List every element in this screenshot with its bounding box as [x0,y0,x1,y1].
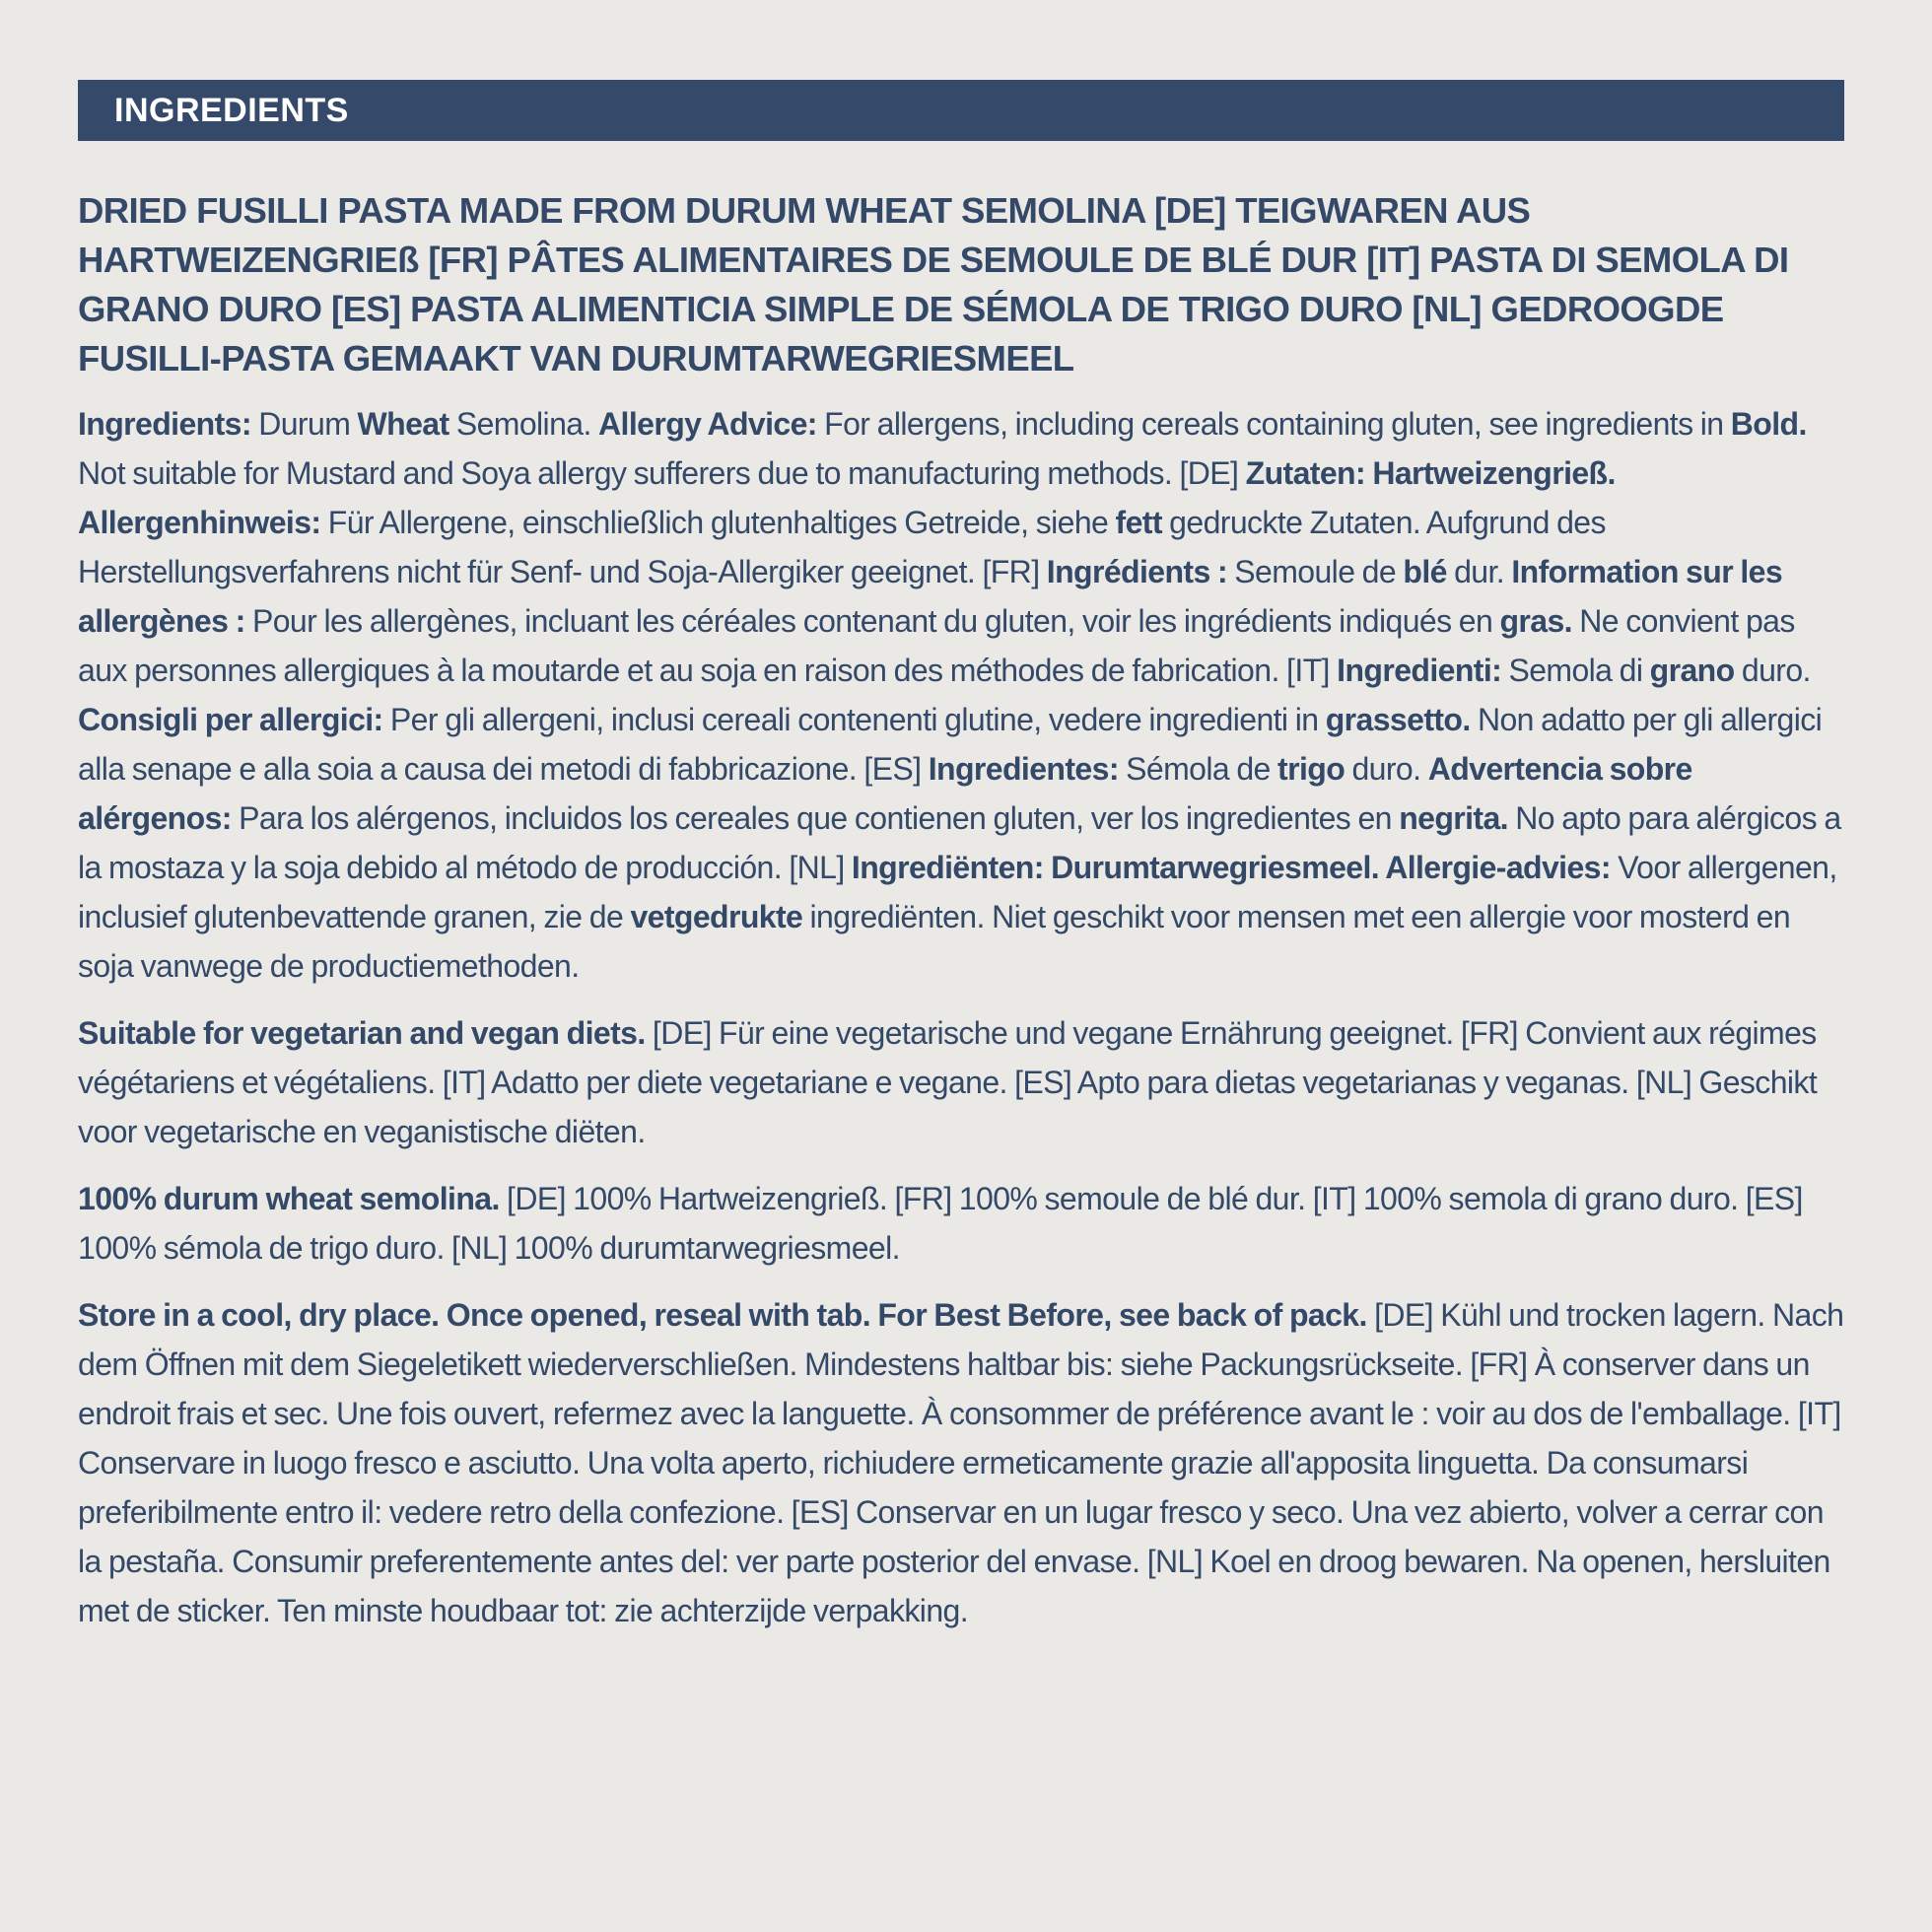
vegetarian-paragraph [78,1008,1844,1156]
nl-ingredienten-label: Ingrediënten: Durumtarwegriesmeel. Allergie-advies: [851,850,1611,885]
en-semolina-text: Semolina. [448,406,599,442]
ingredients-paragraph [78,399,1844,991]
ingredients-header-title: INGREDIENTS [114,91,349,129]
es-text-4: No apto para alérgicos a la mostaza y la soja debido al método de producción. [NL] [78,800,1841,885]
storage-text: [DE] Kühl und trocken lagern. Nach dem Öffnen mit dem Siegeletikett wiederverschließen. Mindestens haltbar bis: siehe Packungsrückseite. [FR] À conserver dans un endroit frais et sec. Une fois ouvert, refermez avec la languette. À consommer de préférence avant le : voir au dos de l'emballage. [IT] Conservare in luogo fresco e asciutto. Una volta aperto, richiudere ermeticamente grazie all'apposita linguetta. Da consumarsi preferibilmente entro il: vedere retro della confezione. [ES] Conservar en un lugar fresco y seco. Una vez abierto, volver a cerrar con la pestaña. Consumir preferentemente antes del: ver parte posterior del envase. [NL] Koel en droog bewaren. Na openen, hersluiten met de sticker. Ten minste houdbaar tot: zie achterzijde verpakking. [78,1297,1844,1628]
it-grassetto-word: grassetto. [1325,702,1471,737]
es-trigo-allergen: trigo [1277,751,1346,787]
vegetarian-bold: Suitable for vegetarian and vegan diets. [78,1015,646,1051]
en-not-suitable-text: Not suitable for Mustard and Soya allergy sufferers due to manufacturing methods. [DE] [78,455,1246,491]
en-wheat-allergen: Wheat [357,406,449,442]
it-ingredienti-label: Ingredienti: [1337,653,1502,688]
fr-ingredients-label: Ingrédients : [1046,554,1227,589]
it-text-1: Semola di [1501,653,1650,688]
en-allergy-label: Allergy Advice: [598,406,817,442]
it-consigli-label: Consigli per allergici: [78,702,383,737]
es-text-3: Para los alérgenos, incluidos los cereales que contienen gluten, ver los ingredientes en [231,800,1400,836]
en-allergy-text: For allergens, including cereals containing gluten, see ingredients in [816,406,1731,442]
es-advertencia-label: Advertencia sobre alérgenos: [78,751,1692,836]
storage-bold: Store in a cool, dry place. Once opened, reseal with tab. For Best Before, see back of pack. [78,1297,1367,1333]
en-ingredients-label: Ingredients: [78,406,251,442]
fr-ble-allergen: blé [1403,554,1447,589]
it-text-3: Per gli allergeni, inclusi cereali contenenti glutine, vedere ingredienti in [382,702,1326,737]
es-text-1: Sémola de [1118,751,1278,787]
es-negrita-word: negrita. [1399,800,1508,836]
nl-text-1: Voor allergenen, inclusief glutenbevattende granen, zie de [78,850,1837,934]
durum-percent-paragraph [78,1174,1844,1273]
it-text-2: duro. [1734,653,1811,688]
en-durum-text: Durum [250,406,358,442]
es-ingredientes-label: Ingredientes: [928,751,1119,787]
fr-info-label: Information sur les allergènes : [78,554,1783,639]
it-grano-allergen: grano [1649,653,1735,688]
es-text-2: duro. [1345,751,1428,787]
nl-vetgedrukte-word: vetgedrukte [630,899,803,934]
ingredients-label [78,80,1844,1635]
product-name: DRIED FUSILLI PASTA MADE FROM DURUM WHEAT SEMOLINA [DE] TEIGWAREN AUS HARTWEIZENGRIEß [FR] PÂTES ALIMENTAIRES DE SEMOULE DE BLÉ DUR [IT] PASTA DI SEMOLA DI GRANO DURO [ES] PASTA ALIMENTICIA SIMPLE DE SÉMOLA DE TRIGO DURO [NL] GEDROOGDE FUSILLI-PASTA GEMAAKT VAN DURUMTARWEGRIESMEEL [78,190,1789,379]
durum-percent-text: [DE] 100% Hartweizengrieß. [FR] 100% semoule de blé dur. [IT] 100% semola di grano duro. [ES] 100% sémola de trigo duro. [NL] 100% durumtarwegriesmeel. [78,1181,1803,1266]
fr-text-1: Semoule de [1227,554,1404,589]
durum-percent-bold: 100% durum wheat semolina. [78,1181,500,1216]
fr-text-4: Ne convient pas aux personnes allergiques à la moutarde et au soja en raison des méthodes de fabrication. [IT] [78,603,1795,688]
de-allergy-text-1: Für Allergene, einschließlich glutenhaltiges Getreide, siehe [320,505,1116,540]
de-allergy-text-2: gedruckte Zutaten. Aufgrund des Herstellungsverfahrens nicht für Senf- und Soja-Allergiker geeignet. [FR] [78,505,1606,589]
it-text-4: Non adatto per gli allergici alla senape e alla soia a causa dei metodi di fabbricazione. [ES] [78,702,1823,787]
fr-gras-word: gras. [1499,603,1572,639]
en-bold-word: Bold. [1730,406,1807,442]
ingredients-header-bar [78,80,1844,141]
de-fett-word: fett [1115,505,1162,540]
de-zutaten-label: Zutaten: Hartweizengrieß. Allergenhinweis: [78,455,1616,540]
storage-paragraph [78,1290,1844,1635]
fr-text-2: dur. [1446,554,1512,589]
vegetarian-text: [DE] Für eine vegetarische und vegane Ernährung geeignet. [FR] Convient aux régimes végétariens et végétaliens. [IT] Adatto per diete vegetariane e vegane. [ES] Apto para dietas vegetarianas y veganas. [NL] Geschikt voor vegetarische en veganistische diëten. [78,1015,1818,1149]
nl-text-2: ingrediënten. Niet geschikt voor mensen met een allergie voor mosterd en soja vanwege de productiemethoden. [78,899,1791,984]
fr-text-3: Pour les allergènes, incluant les céréales contenant du gluten, voir les ingrédients indiqués en [244,603,1500,639]
